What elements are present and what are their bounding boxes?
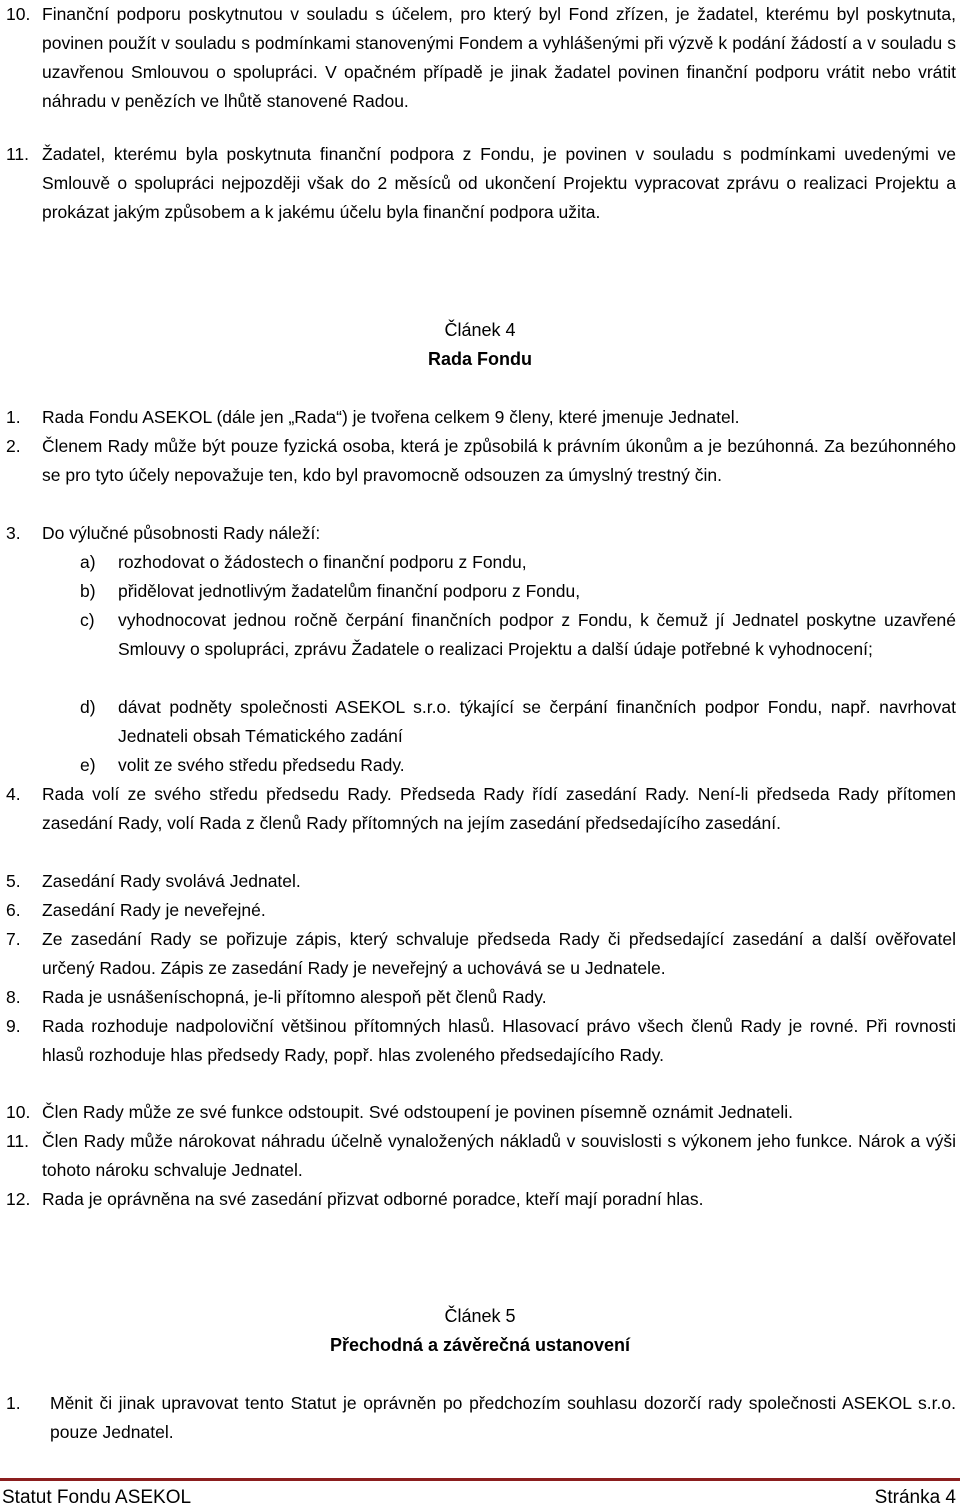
item-number: 10. — [6, 1102, 31, 1122]
article5-item-1 — [6, 1389, 956, 1447]
item-text: Měnit či jinak upravovat tento Statut je oprávněn po předchozím souhlasu dozorčí rady společnosti ASEKOL s.r.o. pouze Jednatel. — [50, 1393, 956, 1442]
article4-item-8 — [6, 983, 956, 1012]
item-text: Rada rozhoduje nadpoloviční většinou přítomných hlasů. Hlasovací právo všech členů Rady je rovné. Při rovnosti hlasů rozhoduje hlas předsedy Rady, popř. hlas zvoleného předsedajícího Rady. — [42, 1016, 956, 1065]
item-number: 8. — [6, 987, 21, 1007]
subitem-label: b) — [80, 581, 96, 601]
subitem-label: e) — [80, 755, 96, 775]
footer-divider — [0, 1478, 960, 1481]
item-number: 7. — [6, 929, 21, 949]
subitem-text: volit ze svého středu předsedu Rady. — [118, 755, 405, 775]
article4-subitem-b — [80, 577, 956, 606]
article5-title: Přechodná a závěrečná ustanovení — [329, 1335, 631, 1355]
item-number: 11. — [6, 1131, 30, 1151]
item-number: 4. — [6, 784, 21, 804]
article4-item-3 — [6, 519, 956, 548]
subitem-text: vyhodnocovat jednou ročně čerpání finančních podpor z Fondu, k čemuž jí Jednatel poskytne uzavřené Smlouvy o spolupráci, zprávu Žadatele o realizaci Projektu a další údaje potřebné k vyhodnocení; — [118, 610, 956, 659]
article5-label: Článek 5 — [444, 1306, 516, 1326]
article4-item-4 — [6, 780, 956, 838]
item-text: Člen Rady může ze své funkce odstoupit. Své odstoupení je povinen písemně oznámit Jednateli. — [42, 1102, 793, 1122]
footer-document-title: Statut Fondu ASEKOL — [2, 1487, 192, 1508]
article4-subitem-d — [80, 693, 956, 751]
article4-subitem-a — [80, 548, 956, 577]
subitem-text: přidělovat jednotlivým žadatelům finanční podporu z Fondu, — [118, 581, 581, 601]
article4-item-5 — [6, 867, 956, 896]
item-number: 11. — [6, 144, 30, 164]
item-text: Zasedání Rady je neveřejné. — [42, 900, 266, 920]
item-text: Členem Rady může být pouze fyzická osoba, která je způsobilá k právním úkonům a je bezúhonná. Za bezúhonného se pro tyto účely nepovažuje ten, kdo byl pravomocně odsouzen za úmyslný trestný čin. — [42, 436, 956, 485]
item-number: 9. — [6, 1016, 21, 1036]
subitem-text: rozhodovat o žádostech o finanční podporu z Fondu, — [118, 552, 527, 572]
article4-subitem-e — [80, 751, 956, 780]
article3-item-11 — [6, 140, 956, 227]
article4-item-7 — [6, 925, 956, 983]
item-text: Rada Fondu ASEKOL (dále jen „Rada“) je tvořena celkem 9 členy, které jmenuje Jednatel. — [42, 407, 740, 427]
item-number: 12. — [6, 1189, 31, 1209]
item-text: Finanční podporu poskytnutou v souladu s účelem, pro který byl Fond zřízen, je žadatel, kterému byl poskytnuta, povinen použít v souladu s podmínkami stanovenými Fondem a vyhlášenými při výzvě k podání žádostí a v souladu s uzavřenou Smlouvou o spolupráci. V opačném případě je jinak žadatel povinen finanční podporu vrátit nebo vrátit náhradu v penězích ve lhůtě stanovené Radou. — [42, 4, 956, 111]
item-text: Rada je oprávněna na své zasedání přizvat odborné poradce, kteří mají poradní hlas. — [42, 1189, 704, 1209]
item-text: Do výlučné působnosti Rady náleží: — [42, 523, 321, 543]
item-text: Rada je usnášeníschopná, je-li přítomno alespoň pět členů Rady. — [42, 987, 547, 1007]
subitem-label: c) — [80, 610, 95, 630]
article4-item-9 — [6, 1012, 956, 1070]
article4-subitem-c — [80, 606, 956, 664]
item-number: 1. — [6, 407, 21, 427]
item-text: Žadatel, kterému byla poskytnuta finanční podpora z Fondu, je povinen v souladu s podmínkami uvedenými ve Smlouvě o spolupráci nejpozději však do 2 měsíců od ukončení Projektu vypracovat zprávu o realizaci Projektu a prokázat jakým způsobem a k jakému účelu byla finanční podpora užita. — [42, 144, 956, 222]
item-number: 1. — [6, 1393, 21, 1413]
article4-title: Rada Fondu — [428, 349, 532, 369]
subitem-label: a) — [80, 552, 96, 572]
subitem-label: d) — [80, 697, 96, 717]
footer-page-number: Stránka 4 — [874, 1487, 956, 1508]
item-text: Ze zasedání Rady se pořizuje zápis, který schvaluje předseda Rady či předsedající zasedání a další ověřovatel určený Radou. Zápis ze zasedání Rady je neveřejný a uchovává se u Jednatele. — [42, 929, 956, 978]
article4-item-2 — [6, 432, 956, 490]
article4-item-11 — [6, 1127, 956, 1185]
item-text: Člen Rady může nárokovat náhradu účelně vynaložených nákladů v souvislosti s výkonem jeho funkce. Nárok a výši tohoto nároku schvaluje Jednatel. — [42, 1131, 956, 1180]
item-number: 10. — [6, 4, 31, 24]
article4-item-12 — [6, 1185, 956, 1214]
article4-item-10 — [6, 1098, 956, 1127]
item-number: 3. — [6, 523, 21, 543]
article4-label: Článek 4 — [444, 320, 516, 340]
subitem-text: dávat podněty společnosti ASEKOL s.r.o. týkající se čerpání finančních podpor Fondu, např. navrhovat Jednateli obsah Tématického zadání — [118, 697, 956, 746]
item-number: 6. — [6, 900, 21, 920]
item-number: 2. — [6, 436, 21, 456]
article4-item-6 — [6, 896, 956, 925]
article4-item-1 — [6, 403, 956, 432]
item-text: Rada volí ze svého středu předsedu Rady. Předseda Rady řídí zasedání Rady. Není-li předseda Rady přítomen zasedání Rady, volí Rada z členů Rady přítomných na jejím zasedání předsedajícího zasedání. — [42, 784, 956, 833]
item-number: 5. — [6, 871, 21, 891]
article3-item-10 — [6, 0, 956, 116]
item-text: Zasedání Rady svolává Jednatel. — [42, 871, 301, 891]
